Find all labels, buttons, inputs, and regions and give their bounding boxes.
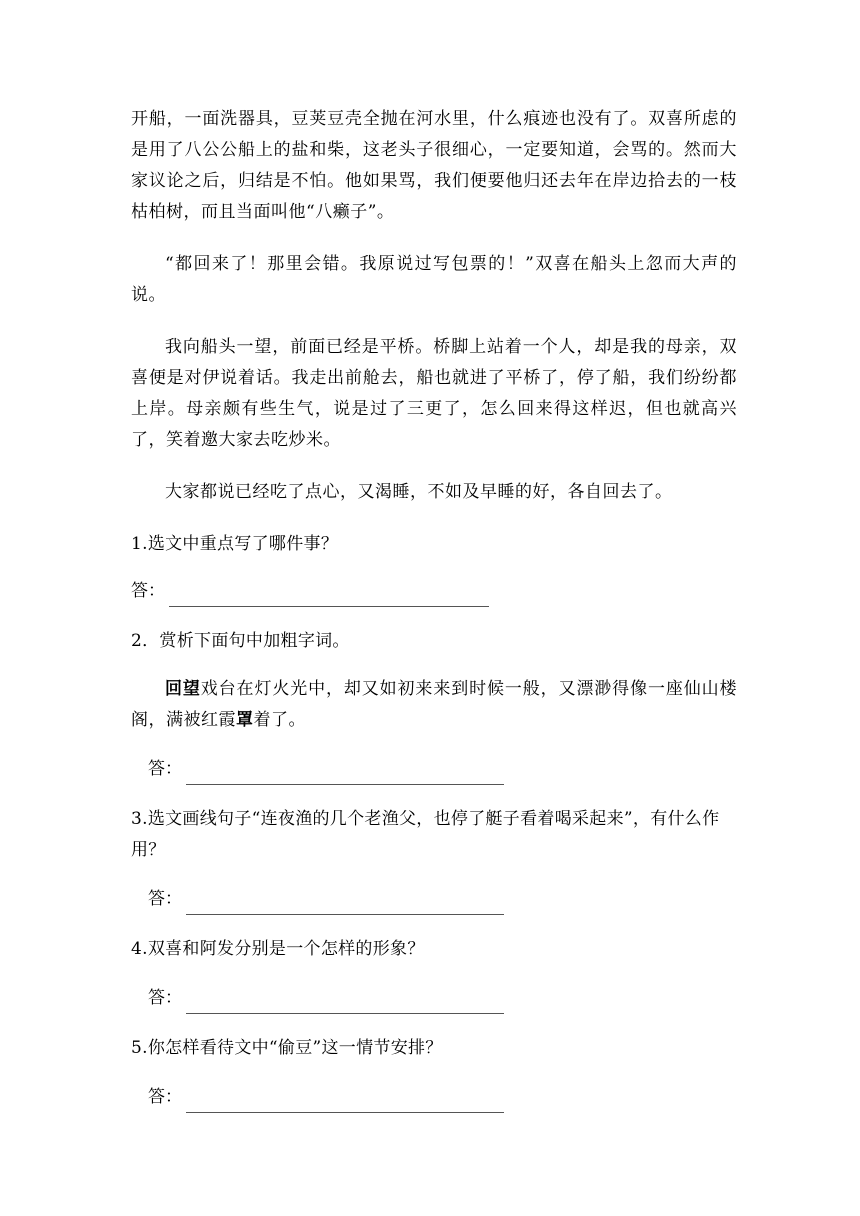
bold-word-1: 回望: [165, 679, 201, 699]
answer-blank-4[interactable]: [186, 993, 504, 1014]
answer-label: 答：: [148, 759, 182, 779]
passage-paragraph-4: 大家都说已经吃了点心，又渴睡，不如及早睡的好，各自回去了。: [165, 482, 673, 502]
passage-paragraph-1: 开船，一面洗器具，豆荚豆壳全抛在河水里，什么痕迹也没有了。双喜所虑的是用了八公公船上的盐和柴，这老头子很细心，一定要知道，会骂的。然而大家议论之后，归结是不怕。他如果骂，我们便要他归还去年在岸边拾去的一枝枯柏树，而且当面叫他“八癞子”。: [131, 109, 737, 222]
answer-line-3: [148, 884, 737, 915]
bold-word-2: 罩: [236, 710, 254, 730]
question-1: 1.选文中重点写了哪件事？: [131, 534, 339, 554]
answer-line-4: [148, 983, 737, 1014]
document-page: [131, 104, 737, 1113]
answer-line-2: [148, 754, 737, 785]
sentence-text-1: 戏台在灯火光中，却又如初来来到时候一般，又漂渺得像一座仙山楼阁，满被红霞: [131, 679, 738, 730]
answer-blank-5[interactable]: [186, 1092, 504, 1113]
answer-label: 答：: [148, 1087, 182, 1107]
answer-line-1: [131, 576, 737, 607]
sentence-text-2: 着了。: [253, 710, 306, 730]
passage-paragraph-2: “都回来了！那里会错。我原说过写包票的！”双喜在船头上忽而大声的说。: [131, 254, 737, 305]
answer-blank-1[interactable]: [169, 586, 489, 607]
answer-blank-3[interactable]: [186, 894, 504, 915]
answer-line-5: [148, 1082, 737, 1113]
question-2: 2．赏析下面句中加粗字词。: [131, 631, 350, 651]
answer-label: 答：: [148, 889, 182, 909]
answer-label: 答：: [148, 988, 182, 1008]
question-2-sentence: [131, 674, 737, 736]
answer-blank-2[interactable]: [186, 764, 504, 785]
answer-label: 答：: [131, 581, 165, 601]
passage-paragraph-3: 我向船头一望，前面已经是平桥。桥脚上站着一个人，却是我的母亲，双喜便是对伊说着话。我走出前舱去，船也就进了平桥了，停了船，我们纷纷都上岸。母亲颇有些生气，说是过了三更了，怎么回来得这样迟，但也就高兴了，笑着邀大家去吃炒米。: [131, 337, 737, 450]
question-4: 4.双喜和阿发分别是一个怎样的形象？: [131, 939, 425, 959]
question-3: 3.选文画线句子“连夜渔的几个老渔父，也停了艇子看着喝采起来”，有什么作用？: [131, 809, 720, 860]
question-5: 5.你怎样看待文中“偷豆”这一情节安排？: [131, 1038, 443, 1058]
